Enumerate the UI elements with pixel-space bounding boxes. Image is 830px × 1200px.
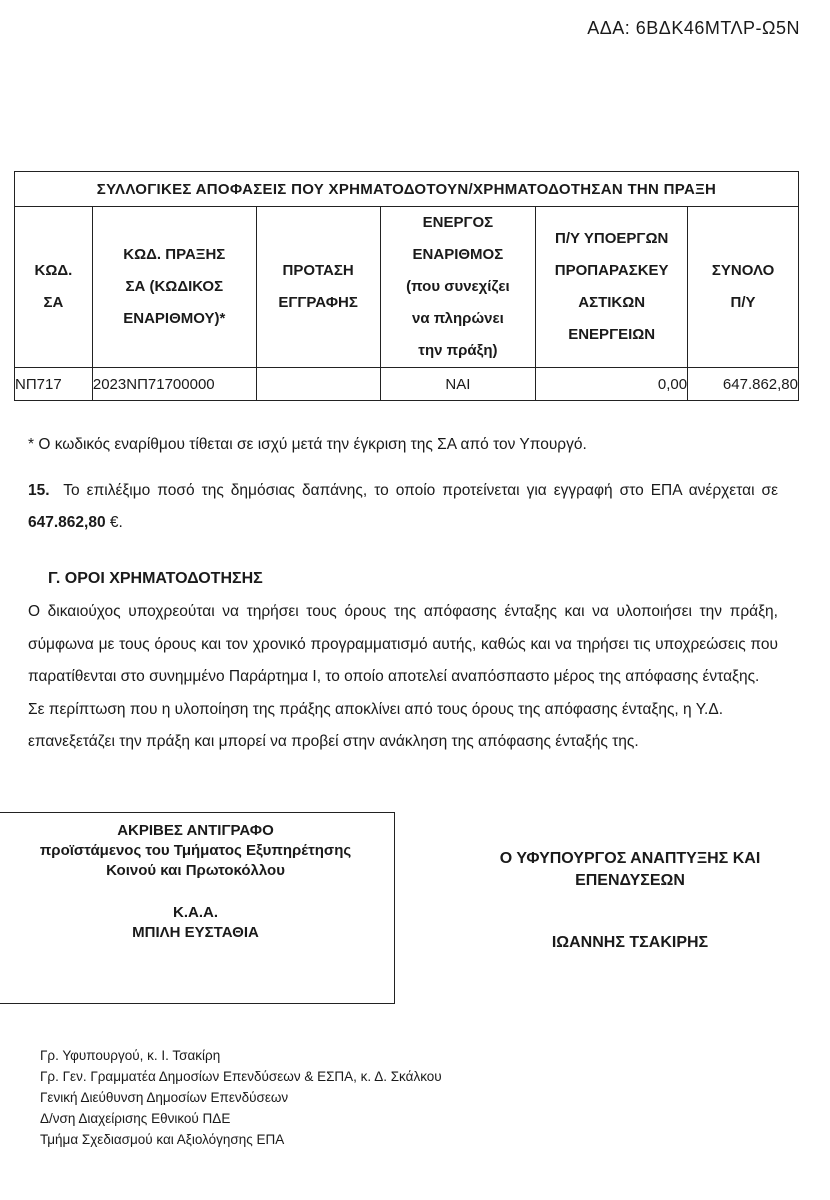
cell-synolo: 647.862,80 xyxy=(688,368,799,401)
paragraph-number: 15. xyxy=(28,482,50,499)
cell-py-ypoergon: 0,00 xyxy=(536,368,688,401)
distribution-item: Γενική Διεύθυνση Δημοσίων Επενδύσεων xyxy=(40,1090,289,1105)
cell-kod-sa: ΝΠ717 xyxy=(15,368,93,401)
col-header-protasi: ΠΡΟΤΑΣΗ ΕΓΓΡΑΦΗΣ xyxy=(256,207,380,368)
ada-code: ΑΔΑ: 6ΒΔΚ46ΜΤΛΡ-Ω5Ν xyxy=(587,18,800,38)
terms-paragraph-2: Σε περίπτωση που η υλοποίηση της πράξης αποκλίνει από τους όρους της απόφασης ένταξης, η Υ.Δ. επανεξετάζει την πράξη και μπορεί να προβεί στην ανάκληση της απόφασης ένταξής της. xyxy=(28,700,724,750)
eligible-amount: 647.862,80 xyxy=(28,514,106,531)
funding-terms-text xyxy=(28,596,778,759)
signatory-title-line1: Ο ΥΦΥΠΟΥΡΓΟΣ ΑΝΑΠΤΥΞΗΣ ΚΑΙ xyxy=(499,850,761,867)
col-header-energos: ΕΝΕΡΓΟΣ ΕΝΑΡΙΘΜΟΣ (που συνεχίζει να πληρώνει την πράξη) xyxy=(380,207,536,368)
table-header-row xyxy=(15,207,799,368)
distribution-item: Δ/νση Διαχείρισης Εθνικού ΠΔΕ xyxy=(40,1111,231,1126)
signatory-name: ΙΩΑΝΝΗΣ ΤΣΑΚΙΡΗΣ xyxy=(551,934,709,951)
funding-decisions-table xyxy=(14,171,799,401)
terms-paragraph-1: Ο δικαιούχος υποχρεούται να τηρήσει τους όρους της απόφασης ένταξης και να υλοποιήσει την πράξη, σύμφωνα με τους όρους και τον χρονικό προγραμματισμό αυτής, καθώς και να τηρήσει τις υποχρεώσεις που παρατίθενται στο συνημμένο Παράρτημα Ι, το οποίο αποτελεί αναπόσπαστο μέρος της απόφασης ένταξης. xyxy=(28,603,778,685)
cell-protasi xyxy=(256,368,380,401)
signatory-title xyxy=(440,848,820,892)
col-header-kod-sa: ΚΩΔ. ΣΑ xyxy=(15,207,93,368)
true-copy-name: ΜΠΙΛΗ ΕΥΣΤΑΘΙΑ xyxy=(132,924,259,941)
col-header-py-ypoergon: Π/Υ ΥΠΟΕΡΓΩΝ ΠΡΟΠΑΡΑΣΚΕΥ ΑΣΤΙΚΩΝ ΕΝΕΡΓΕΙΩΝ xyxy=(536,207,688,368)
col-header-synolo: ΣΥΝΟΛΟ Π/Υ xyxy=(688,207,799,368)
true-copy-kaa: Κ.Α.Α. xyxy=(173,904,218,921)
true-copy-department: Κοινού και Πρωτοκόλλου xyxy=(106,862,285,879)
signatory-title-line2: ΕΠΕΝΔΥΣΕΩΝ xyxy=(575,872,685,889)
paragraph-text: Το επιλέξιμο ποσό της δημόσιας δαπάνης, το οποίο προτείνεται για εγγραφή στο ΕΠΑ ανέρχεται σε xyxy=(63,482,778,499)
cell-energos: ΝΑΙ xyxy=(380,368,536,401)
distribution-item: Γρ. Γεν. Γραμματέα Δημοσίων Επενδύσεων & ΕΣΠΑ, κ. Δ. Σκάλκου xyxy=(40,1069,442,1084)
true-copy-role: προϊστάμενος του Τμήματος Εξυπηρέτησης xyxy=(39,842,352,859)
distribution-list xyxy=(40,1045,442,1150)
footnote: * Ο κωδικός εναρίθμου τίθεται σε ισχύ μετά την έγκριση της ΣΑ από τον Υπουργό. xyxy=(28,436,587,453)
distribution-item: Τμήμα Σχεδιασμού και Αξιολόγησης ΕΠΑ xyxy=(40,1132,285,1147)
true-copy-box xyxy=(0,812,395,1004)
paragraph-15 xyxy=(28,475,778,539)
distribution-item: Γρ. Υφυπουργού, κ. Ι. Τσακίρη xyxy=(40,1048,221,1063)
true-copy-heading: ΑΚΡΙΒΕΣ ΑΝΤΙΓΡΑΦΟ xyxy=(117,822,274,839)
cell-kod-praxis: 2023ΝΠ71700000 xyxy=(92,368,256,401)
table-title: ΣΥΛΛΟΓΙΚΕΣ ΑΠΟΦΑΣΕΙΣ ΠΟΥ ΧΡΗΜΑΤΟΔΟΤΟΥΝ/ΧΡΗΜΑΤΟΔΟΤΗΣΑΝ ΤΗΝ ΠΡΑΞΗ xyxy=(15,172,799,207)
table-row xyxy=(15,368,799,401)
col-header-kod-praxis: ΚΩΔ. ΠΡΑΞΗΣ ΣΑ (ΚΩΔΙΚΟΣ ΕΝΑΡΙΘΜΟΥ)* xyxy=(92,207,256,368)
section-title: Γ. ΟΡΟΙ ΧΡΗΜΑΤΟΔΟΤΗΣΗΣ xyxy=(48,570,263,587)
currency-suffix: €. xyxy=(109,514,123,531)
